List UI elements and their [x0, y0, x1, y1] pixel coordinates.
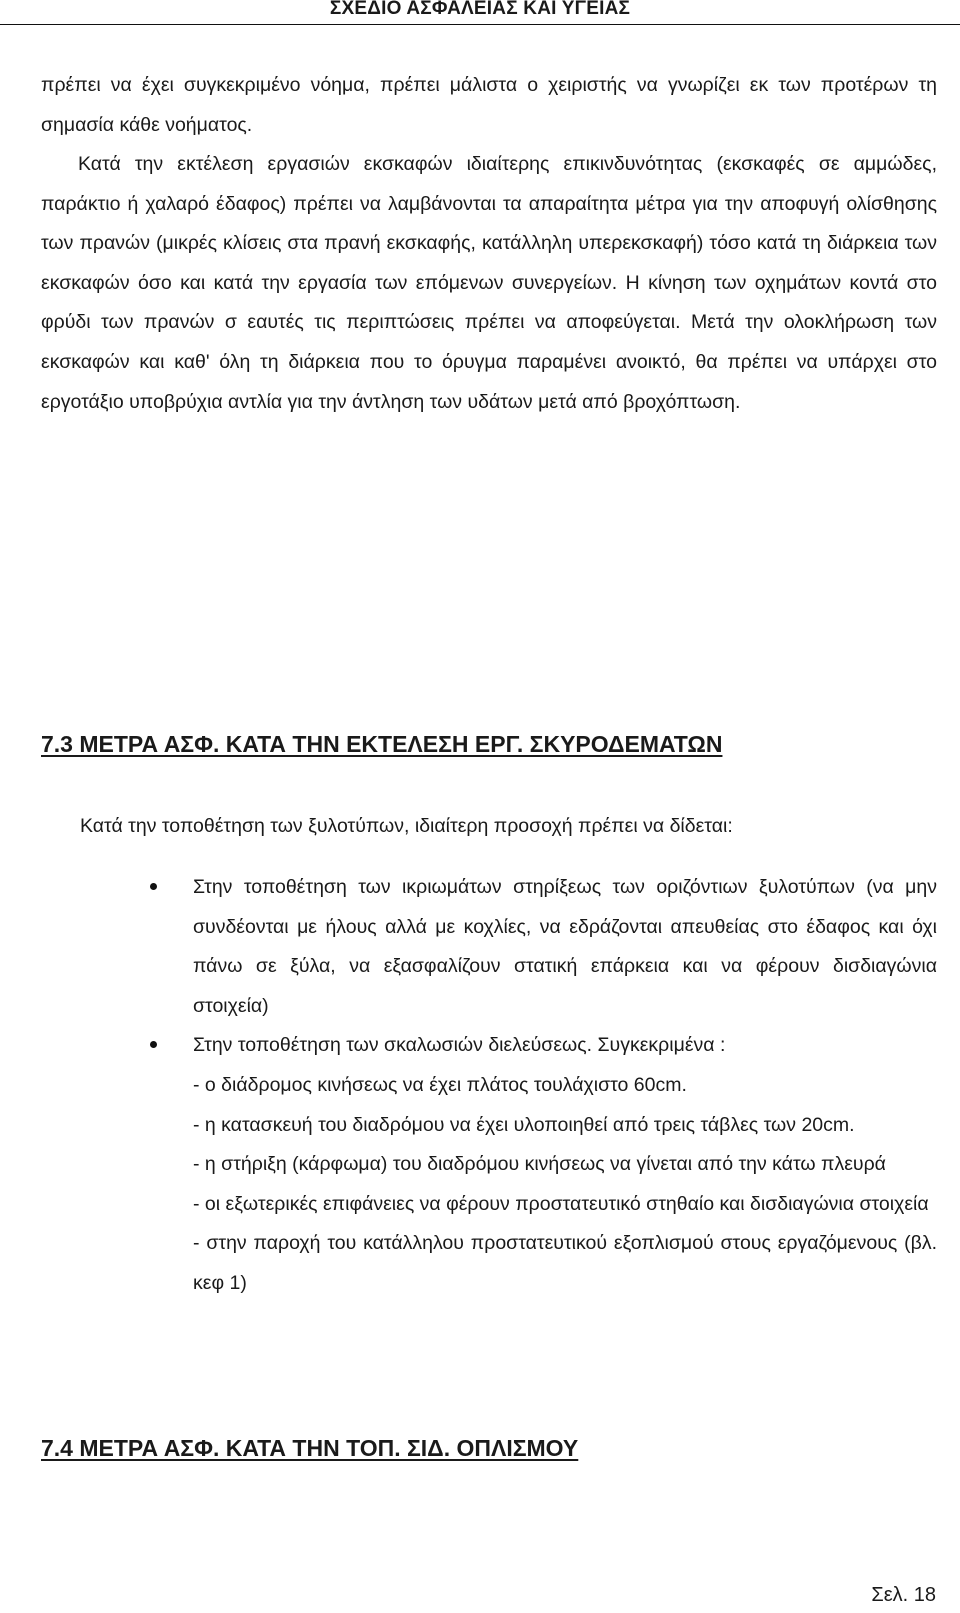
sub-item: - ο διάδρομος κινήσεως να έχει πλάτος τουλάχιστο 60cm.	[193, 1073, 687, 1096]
section-heading-7-4: 7.4 ΜΕΤΡΑ ΑΣΦ. ΚΑΤΑ ΤΗΝ ΤΟΠ. ΣΙΔ. ΟΠΛΙΣΜΟΥ	[41, 1435, 579, 1461]
continuation-paragraph: πρέπει να έχει συγκεκριμένο νόημα, πρέπει μάλιστα ο χειριστής να γνωρίζει εκ των προτέρων τη σημασία κάθε νοήματος.	[41, 74, 937, 136]
list-item	[0, 1026, 960, 1303]
excavation-safety-paragraph: Κατά την εκτέλεση εργασιών εκσκαφών ιδιαίτερης επικινδυνότητας (εκσκαφές σε αμμώδες, παράκτιο ή χαλαρό έδαφος) πρέπει να λαμβάνονται τα απαραίτητα μέτρα για την αποφυγή ολίσθησης των πρανών (μικρές κλίσεις στα πρανή εκσκαφής, κατάλληλη υπερεκσκαφή) τόσο κατά τη διάρκεια των εκσκαφών όσο και κατά την εργασία των επόμενων συνεργείων. Η κίνηση των οχημάτων κοντά στο φρύδι των πρανών σ εαυτές τις περιπτώσεις πρέπει να αποφεύγεται. Μετά την ολοκλήρωση των εκσκαφών και καθ' όλη τη διάρκεια που το όρυγμα παραμένει ανοικτό, θα πρέπει να υπάρχει στο εργοτάξιο υποβρύχια αντλία για την άντληση των υδάτων μετά από βροχόπτωση.	[41, 153, 937, 413]
bullet-icon	[150, 883, 157, 890]
sub-item: - η κατασκευή του διαδρόμου να έχει υλοποιηθεί από τρεις τάβλες των 20cm.	[193, 1113, 855, 1136]
sub-item: - οι εξωτερικές επιφάνειες να φέρουν προστατευτικό στηθαίο και δισδιαγώνια στοιχεία	[193, 1192, 929, 1215]
section-heading-7-3: 7.3 ΜΕΤΡΑ ΑΣΦ. ΚΑΤΑ ΤΗΝ ΕΚΤΕΛΕΣΗ ΕΡΓ. ΣΚΥΡΟΔΕΜΑΤΩΝ	[41, 731, 723, 757]
page-number: Σελ. 18	[871, 1584, 936, 1606]
list-item	[0, 868, 960, 1026]
sub-item: - η στήριξη (κάρφωμα) του διαδρόμου κινήσεως να γίνεται από την κάτω πλευρά	[193, 1153, 886, 1176]
section-intro: Κατά την τοποθέτηση των ξυλοτύπων, ιδιαίτερη προσοχή πρέπει να δίδεται:	[80, 815, 733, 837]
bullet-icon	[150, 1041, 157, 1048]
list-item-text: Στην τοποθέτηση των σκαλωσιών διελεύσεως. Συγκεκριμένα :	[193, 1034, 726, 1057]
list-item-text: Στην τοποθέτηση των ικριωμάτων στηρίξεως των οριζόντιων ξυλοτύπων (να μην συνδέονται με ήλους αλλά με κοχλίες, να εδράζονται απευθείας στο έδαφος και όχι πάνω σε ξύλα, να εξασφαλίζουν στατική επάρκεια και να φέρουν δισδιαγώνια στοιχεία)	[193, 876, 937, 1017]
page-header: ΣΧΕΔΙΟ ΑΣΦΑΛΕΙΑΣ ΚΑΙ ΥΓΕΙΑΣ	[0, 0, 960, 25]
precautions-list	[0, 868, 960, 1304]
sub-item: - στην παροχή του κατάλληλου προστατευτικού εξοπλισμού στους εργαζόμενους (βλ. κεφ 1)	[193, 1232, 937, 1294]
